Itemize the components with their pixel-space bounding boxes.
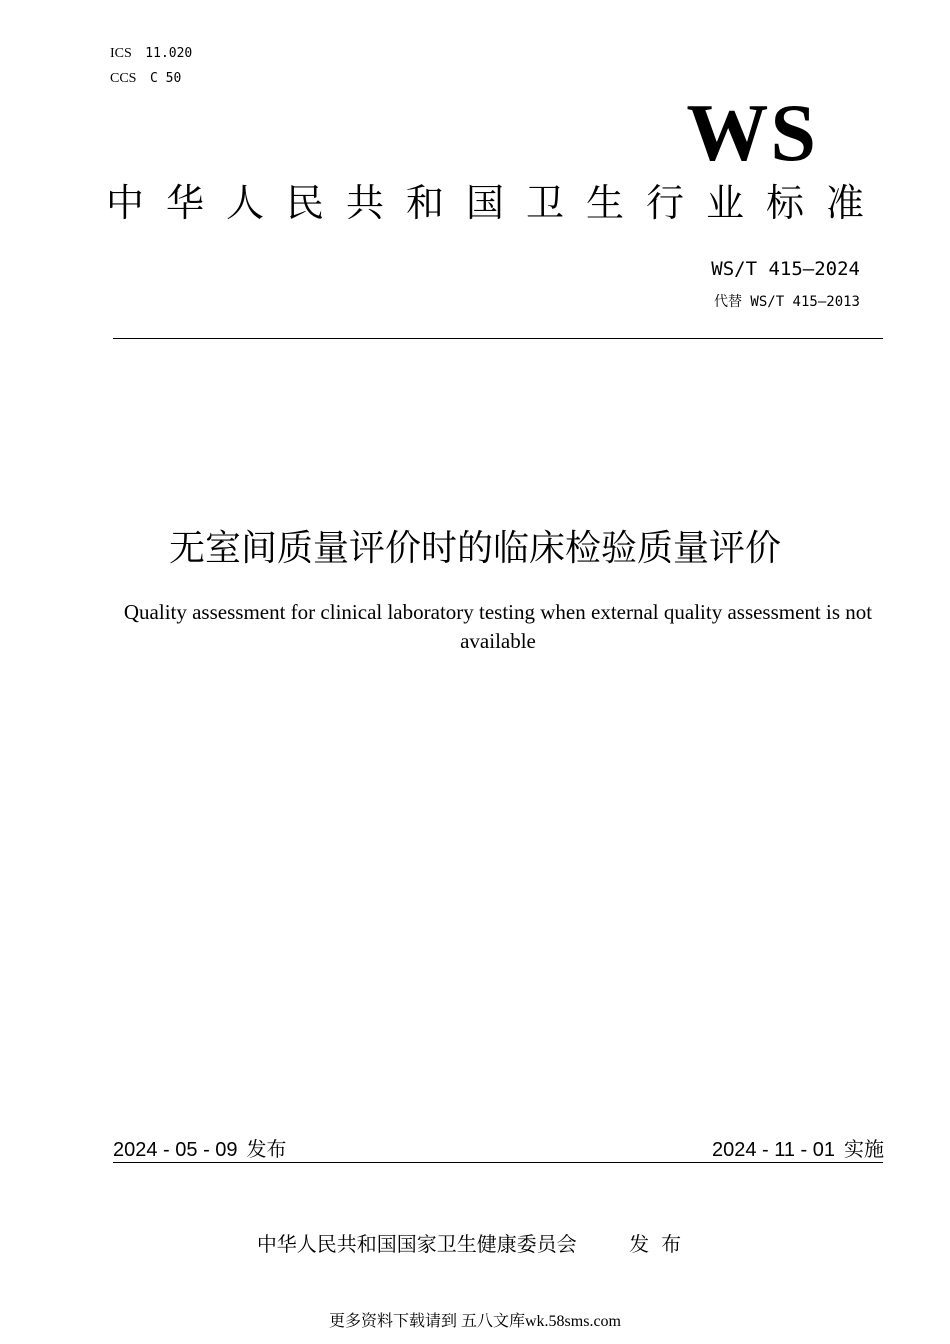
implementation-date: 2024 - 11 - 01 xyxy=(711,1139,835,1161)
replaces-standard: 代替 WS/T 415—2013 xyxy=(713,294,860,310)
ics-value: 11.020 xyxy=(145,46,193,61)
ics-classification xyxy=(110,46,192,62)
document-title-chinese: 无室间质量评价时的临床检验质量评价 xyxy=(168,528,781,569)
ccs-label: CCS xyxy=(110,71,137,86)
document-title-english: Quality assessment for clinical laboratory testing when external quality assessment is not available xyxy=(123,600,873,653)
standard-number: WS/T 415—2024 xyxy=(711,258,860,280)
download-note: 更多资料下载请到 五八文库wk.58sms.com xyxy=(328,1313,621,1330)
issue-date-line xyxy=(113,1133,287,1162)
ccs-classification xyxy=(110,71,181,87)
ws-logo: WS xyxy=(686,87,818,178)
implementation-date-line xyxy=(712,1133,884,1162)
footer-divider xyxy=(113,1162,883,1163)
publisher-block xyxy=(0,1228,950,1257)
issue-label: 发布 xyxy=(246,1137,287,1161)
ccs-value: C 50 xyxy=(149,71,182,86)
industry-standard-title: 中华人民共和国卫生行业标准 xyxy=(106,181,887,225)
ics-label: ICS xyxy=(110,46,132,61)
implementation-label: 实施 xyxy=(844,1137,884,1161)
issue-date: 2024 - 05 - 09 xyxy=(113,1139,238,1161)
publisher-name: 中华人民共和国国家卫生健康委员会 xyxy=(256,1232,577,1256)
publish-label: 发布 xyxy=(629,1232,694,1256)
header-divider xyxy=(113,338,883,339)
